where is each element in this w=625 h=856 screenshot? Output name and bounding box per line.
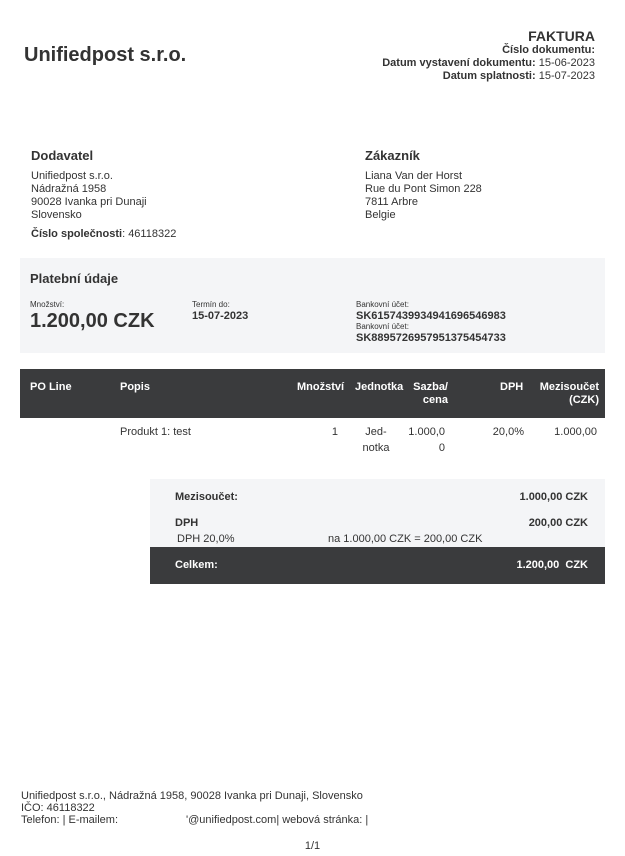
- th-quantity: Množství: [297, 381, 345, 393]
- vat-rate-label: DPH 20,0%: [177, 533, 235, 545]
- cell-quantity: 1: [331, 426, 338, 438]
- supplier-name: Unifiedpost s.r.o.: [31, 170, 113, 182]
- footer: [21, 790, 368, 826]
- supplier-company-id: [31, 228, 176, 240]
- cell-subtotal: 1.000,00: [554, 426, 597, 438]
- bank1-label: Bankovní účet:: [356, 300, 409, 309]
- company-id-value: : 46118322: [122, 228, 177, 240]
- supplier-street: Nádražná 1958: [31, 183, 107, 195]
- amount-label: Množství:: [30, 300, 65, 309]
- bank1-value: SK6157439934941696546983: [356, 310, 506, 322]
- vat-calculation: na 1.000,00 CZK = 200,00 CZK: [328, 533, 483, 545]
- vat-label: DPH: [175, 517, 199, 529]
- customer-title: Zákazník: [365, 148, 420, 163]
- bank2-label: Bankovní účet:: [356, 322, 409, 331]
- document-header: [382, 28, 595, 83]
- th-vat: DPH: [500, 381, 524, 393]
- cell-unit: [360, 424, 392, 456]
- th-po-line: PO Line: [30, 381, 72, 393]
- footer-ico: IČO: 46118322: [21, 802, 95, 814]
- issue-date-value: 15-06-2023: [538, 57, 595, 69]
- totals-box: [150, 479, 605, 547]
- cell-unit-line1: Jed-: [365, 426, 387, 438]
- footer-contact: [21, 814, 368, 826]
- supplier-block: [31, 170, 147, 222]
- due-value: 15-07-2023: [192, 310, 249, 322]
- vat-value: 200,00 CZK: [528, 517, 588, 529]
- due-date-value: 15-07-2023: [538, 70, 595, 82]
- th-rate-line2: cena: [422, 394, 448, 406]
- cell-rate-line1: 1.000,0: [408, 426, 445, 438]
- doc-number-line: [382, 44, 595, 57]
- issue-date-line: [382, 57, 595, 70]
- bank2-value: SK8895726957951375454733: [356, 332, 506, 344]
- payment-title: Platební údaje: [30, 271, 119, 286]
- th-rate-line1: Sazba/: [413, 381, 448, 393]
- customer-name: Liana Van der Horst: [365, 170, 463, 182]
- table-row: [20, 418, 605, 460]
- amount-value: 1.200,00 CZK: [30, 310, 155, 332]
- th-subtotal-line2: (CZK): [569, 394, 599, 406]
- cell-vat: 20,0%: [492, 426, 524, 438]
- th-rate: [410, 381, 448, 407]
- company-id-label: Číslo společnosti: [31, 228, 123, 240]
- supplier-city: 90028 Ivanka pri Dunaji: [31, 196, 147, 208]
- footer-contact-labels: Telefon: | E-mailem:: [21, 814, 119, 826]
- cell-description: Produkt 1: test: [120, 426, 191, 438]
- footer-email: '@unifiedpost.com| webová stránka: |: [186, 814, 369, 826]
- page-number: 1/1: [304, 840, 321, 852]
- footer-address: Unifiedpost s.r.o., Nádražná 1958, 90028 Ivanka pri Dunaji, Slovensko: [21, 790, 363, 802]
- cell-unit-line2: notka: [362, 442, 390, 454]
- due-date-line: [382, 70, 595, 83]
- supplier-title: Dodavatel: [31, 148, 94, 163]
- th-subtotal-line1: Mezisoučet: [539, 381, 599, 393]
- total-label: Celkem:: [175, 559, 218, 571]
- customer-city: 7811 Arbre: [365, 196, 419, 208]
- customer-country: Belgie: [365, 209, 396, 221]
- due-label: Termín do:: [192, 300, 230, 309]
- table-header: [20, 369, 605, 418]
- subtotal-label: Mezisoučet:: [175, 491, 238, 503]
- cell-rate-line2: 0: [438, 442, 445, 454]
- th-unit: Jednotka: [355, 381, 404, 393]
- due-date-label: Datum splatnosti:: [442, 70, 536, 82]
- th-description: Popis: [120, 381, 150, 393]
- grand-total-bar: [150, 547, 605, 584]
- subtotal-value: 1.000,00 CZK: [519, 491, 588, 503]
- supplier-country: Slovensko: [31, 209, 82, 221]
- company-name: Unifiedpost s.r.o.: [24, 44, 187, 66]
- document-title: FAKTURA: [528, 28, 595, 44]
- issue-date-label: Datum vystavení dokumentu:: [382, 57, 536, 69]
- total-value: 1.200,00 CZK: [516, 559, 588, 571]
- customer-block: [365, 170, 482, 222]
- th-subtotal: [530, 381, 599, 407]
- cell-rate: [405, 424, 445, 456]
- customer-street: Rue du Pont Simon 228: [365, 183, 482, 195]
- doc-number-label: Číslo dokumentu:: [502, 44, 595, 56]
